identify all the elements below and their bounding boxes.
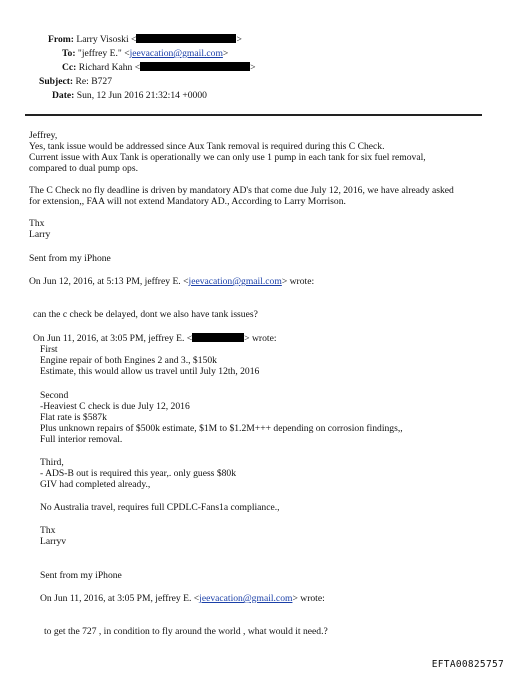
header-divider: [25, 114, 482, 116]
sign-off: Thx: [29, 218, 45, 229]
body-line: Current issue with Aux Tank is operationally we can only use 1 pump in each tank for six fuel removal,: [29, 152, 426, 163]
sent-from: Sent from my iPhone: [40, 570, 122, 581]
to-row: [62, 48, 228, 59]
signature: Larry: [29, 229, 51, 240]
attribution-prefix: On Jun 12, 2016, at 5:13 PM, jeffrey E. <: [29, 276, 189, 287]
close-angle: >: [250, 62, 256, 73]
from-label: From:: [48, 34, 74, 45]
list-item: Engine repair of both Engines 2 and 3., $150k: [40, 355, 217, 366]
attribution-suffix: > wrote:: [281, 276, 315, 287]
list-item: Estimate, this would allow us travel until July 12th, 2016: [40, 366, 260, 377]
from-row: [48, 34, 242, 45]
list-item: - ADS-B out is required this year,. only guess $80k: [40, 468, 237, 479]
redaction-block: [136, 34, 236, 43]
subject-row: [39, 76, 112, 87]
sent-from: Sent from my iPhone: [29, 253, 111, 264]
quote-attribution: [29, 276, 314, 287]
list-item: Flat rate is $587k: [40, 412, 107, 423]
to-name: "jeffrey E." <: [77, 48, 130, 59]
sign-off: Thx: [40, 525, 56, 536]
date-value: Sun, 12 Jun 2016 21:32:14 +0000: [76, 90, 207, 101]
email-link[interactable]: jeevacation@gmail.com: [199, 593, 293, 604]
from-name: Larry Visoski <: [76, 34, 137, 45]
list-item: Full interior removal.: [40, 434, 123, 445]
cc-label: Cc:: [62, 62, 77, 73]
attribution-suffix: > wrote:: [292, 593, 325, 604]
list-item: Plus unknown repairs of $500k estimate, $1M to $1.2M+++ depending on corrosion findings,,: [40, 423, 403, 434]
email-link[interactable]: jeevacation@gmail.com: [188, 276, 282, 287]
cc-row: [62, 62, 256, 73]
subject-label: Subject:: [39, 76, 74, 87]
list-heading: Second: [40, 390, 69, 401]
quote-attribution: [33, 333, 277, 344]
list-heading: Third,: [40, 457, 64, 468]
quoted-message: to get the 727 , in condition to fly around the world , what would it need.?: [44, 626, 328, 637]
subject-value: Re: B727: [75, 76, 113, 87]
body-line: The C Check no fly deadline is driven by mandatory AD's that come due July 12, 2016, we have already asked: [29, 185, 454, 196]
body-line: for extension,, FAA will not extend Mandatory AD., According to Larry Morrison.: [29, 196, 346, 207]
attribution-prefix: On Jun 11, 2016, at 3:05 PM, jeffrey E. <: [40, 593, 200, 604]
date-label: Date:: [52, 90, 75, 101]
to-label: To:: [62, 48, 76, 59]
close-angle: >: [222, 48, 229, 59]
to-email-link[interactable]: jeevacation@gmail.com: [129, 48, 223, 59]
date-row: [52, 90, 207, 101]
cc-name: Richard Kahn <: [78, 62, 141, 73]
body-line: compared to dual pump ops.: [29, 163, 138, 174]
attribution-suffix: > wrote:: [244, 333, 277, 344]
redaction-block: [192, 333, 244, 342]
redaction-block: [140, 62, 250, 71]
bates-number: EFTA00825757: [431, 659, 504, 670]
attribution-prefix: On Jun 11, 2016, at 3:05 PM, jeffrey E. <: [33, 333, 193, 344]
close-angle: >: [236, 34, 242, 45]
body-line: Yes, tank issue would be addressed since Aux Tank removal is required during this C Check.: [29, 141, 385, 152]
list-item: -Heaviest C check is due July 12, 2016: [40, 401, 190, 412]
list-item: GIV had completed already.,: [40, 479, 151, 490]
quoted-message: can the c check be delayed, dont we also have tank issues?: [33, 309, 258, 320]
quote-attribution: [40, 593, 325, 604]
greeting: Jeffrey,: [29, 130, 58, 141]
signature: Larryv: [40, 536, 67, 547]
body-line: No Australia travel, requires full CPDLC-Fans1a compliance.,: [40, 502, 280, 513]
list-heading: First: [40, 344, 58, 355]
